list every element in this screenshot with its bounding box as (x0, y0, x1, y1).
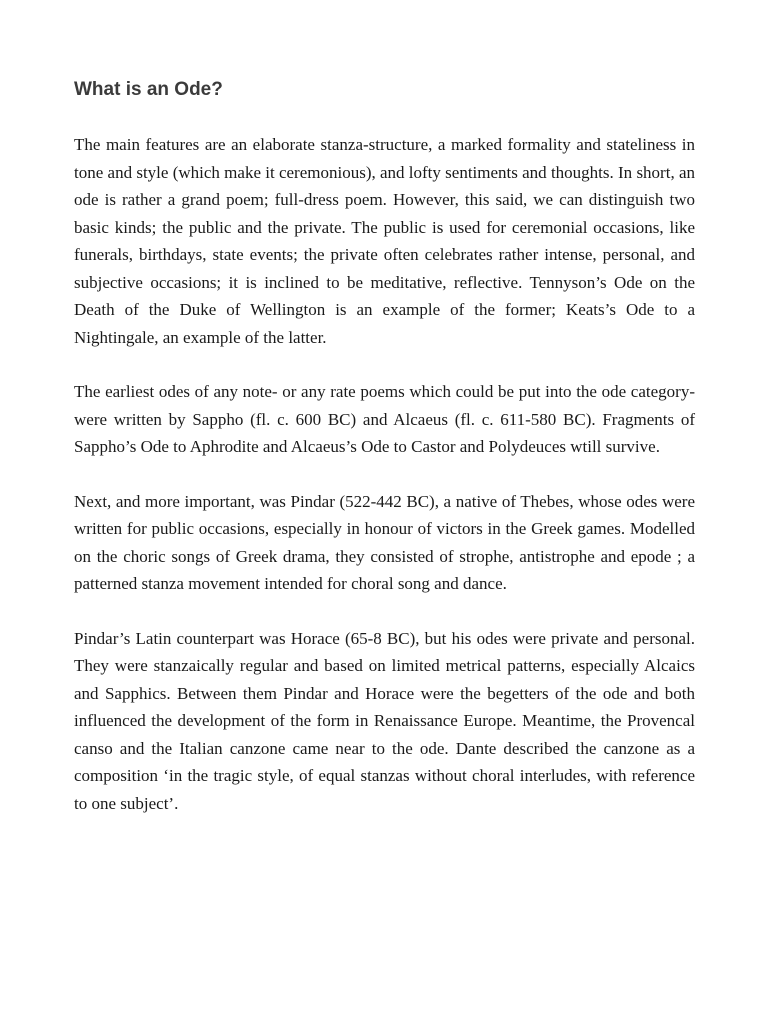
paragraph-main-features: The main features are an elaborate stanza-structure, a marked formality and stateliness in tone and style (which make it ceremonious), and lofty sentiments and thoughts. In short, an ode is rather a grand poem; full-dress poem. However, this said, we can distinguish two basic kinds; the public and the private. The public is used for ceremonial occasions, like funerals, birthdays, state events; the private often celebrates rather intense, personal, and subjective occasions; it is inclined to be meditative, reflective. Tennyson’s Ode on the Death of the Duke of Wellington is an example of the former; Keats’s Ode to a Nightingale, an example of the latter. (74, 135, 695, 347)
paragraph-pindar: Next, and more important, was Pindar (522-442 BC), a native of Thebes, whose odes were written for public occasions, especially in honour of victors in the Greek games. Modelled on the choric songs of Greek drama, they consisted of strophe, antistrophe and epode ; a patterned stanza movement intended for choral song and dance. (74, 491, 695, 593)
document-title: What is an Ode? (74, 79, 223, 100)
paragraph-earliest-odes: The earliest odes of any note- or any rate poems which could be put into the ode category- were written by Sappho (fl. c. 600 BC) and Alcaeus (fl. c. 611-580 BC). Fragments of Sappho’s Ode to Aphrodite and Alcaeus’s Ode to Castor and Polydeuces wtill survive. (74, 382, 695, 456)
paragraph-horace: Pindar’s Latin counterpart was Horace (65-8 BC), but his odes were private and personal. They were stanzaically regular and based on limited metrical patterns, especially Alcaics and Sapphics. Between them Pindar and Horace were the begetters of the ode and both influenced the development of the form in Renaissance Europe. Meantime, the Provencal canso and the Italian canzone came near to the ode. Dante described the canzone as a composition ‘in the tragic style, of equal stanzas without choral interludes, with reference to one subject’. (74, 628, 695, 813)
document-body (74, 78, 695, 844)
